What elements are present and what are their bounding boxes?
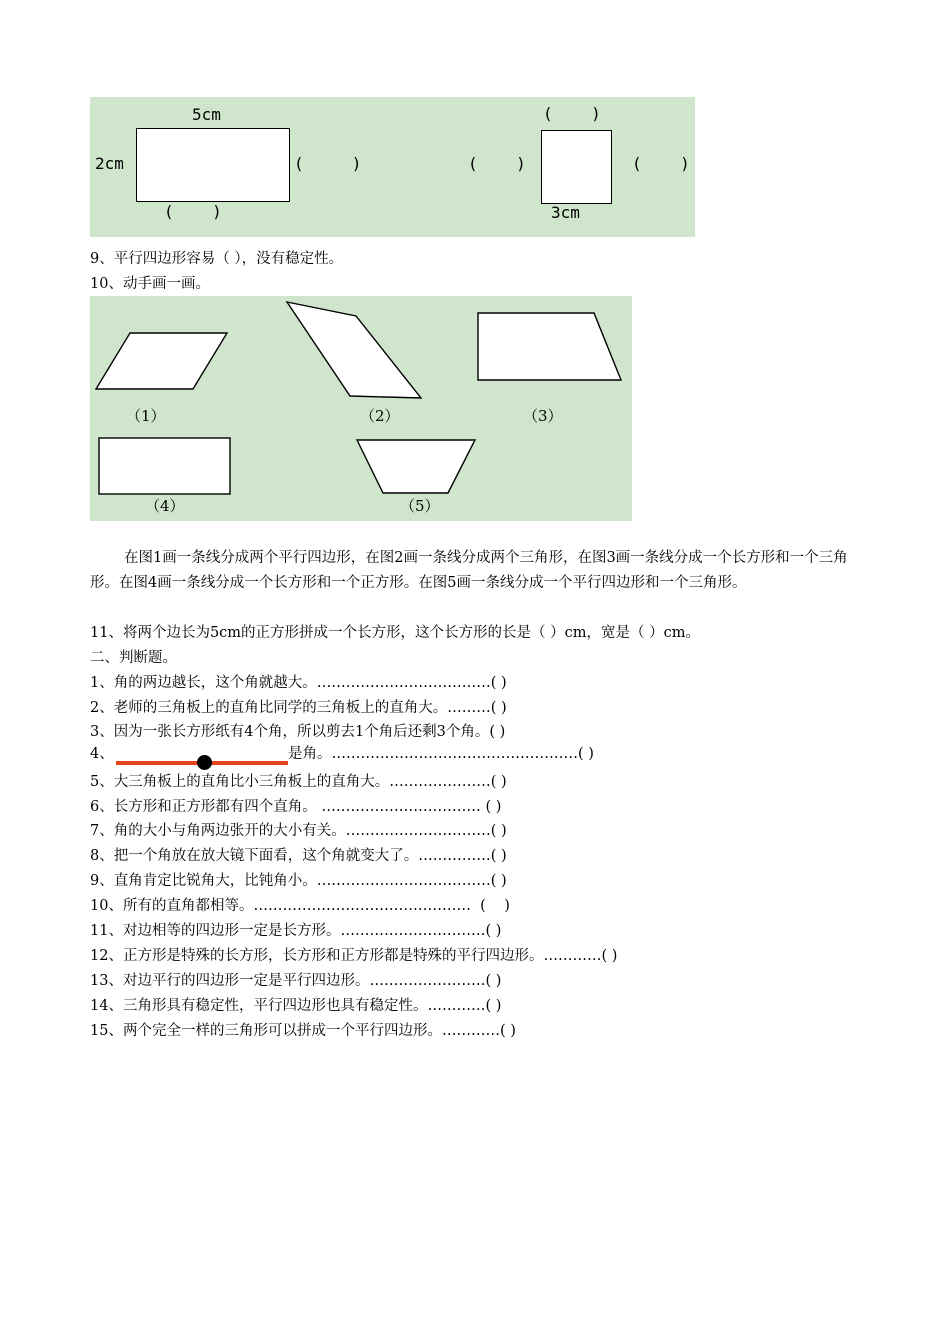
parallelogram-2 [287, 302, 421, 398]
judge-item-11: 11、对边相等的四边形一定是长方形。…………………………( ) [90, 923, 502, 939]
judge-item-2: 2、老师的三角板上的直角比同学的三角板上的直角大。………( ) [90, 700, 507, 716]
judge-item-4-number: 4、 [90, 746, 114, 762]
figure1-panel [90, 97, 695, 237]
question-11: 11、将两个边长为5cm的正方形拼成一个长方形，这个长方形的长是（ ）cm，宽是（ ）cm。 [90, 625, 701, 641]
figure-label-1: （1） [126, 407, 166, 425]
question-9: 9、平行四边形容易（ ），没有稳定性。 [90, 251, 344, 267]
judge-item-5: 5、大三角板上的直角比小三角板上的直角大。…………………( ) [90, 774, 507, 790]
trapezoid-3 [478, 313, 621, 380]
rect-top-label: 5cm [192, 105, 221, 124]
figure2-panel [90, 296, 632, 521]
judge-item-8: 8、把一个角放在放大镜下面看，这个角就变大了。……………( ) [90, 848, 507, 864]
rect-bottom-blank: ( ) [164, 202, 222, 221]
parallelogram-1 [96, 333, 227, 389]
judge-item-9: 9、直角肯定比锐角大，比钝角小。………………………………( ) [90, 873, 507, 889]
square-shape [541, 130, 612, 204]
judge-item-1: 1、角的两边越长，这个角就越大。………………………………( ) [90, 675, 507, 691]
question-10-instruction: 在图1画一条线分成两个平行四边形，在图2画一条线分成两个三角形，在图3画一条线分成一个长方形和一个三角形。在图4画一条线分成一个长方形和一个正方形。在图5画一条线分成一个平行四边形和一个三角形。 [90, 550, 848, 591]
square-left-blank: ( ) [468, 154, 526, 173]
judge-item-3: 3、因为一张长方形纸有4个角，所以剪去1个角后还剩3个角。( ) [90, 724, 506, 740]
judge-item-7: 7、角的大小与角两边张开的大小有关。…………………………( ) [90, 823, 507, 839]
figure-label-4: （4） [145, 497, 185, 515]
figure-label-3: （3） [523, 407, 563, 425]
rectangle-4 [99, 438, 230, 494]
rect-right-blank: ( ) [294, 154, 362, 173]
square-top-blank: ( ) [543, 104, 601, 123]
judge-item-12: 12、正方形是特殊的长方形，长方形和正方形都是特殊的平行四边形。…………( ) [90, 948, 618, 964]
ray-figure [114, 752, 290, 772]
judge-item-13: 13、对边平行的四边形一定是平行四边形。……………………( ) [90, 973, 502, 989]
trapezoid-5 [357, 440, 475, 493]
ray-vertex-dot [197, 755, 212, 770]
rectangle-shape [136, 128, 290, 202]
figure-label-2: （2） [360, 407, 400, 425]
square-bottom-label: 3cm [551, 203, 580, 222]
judge-item-14: 14、三角形具有稳定性，平行四边形也具有稳定性。…………( ) [90, 998, 502, 1014]
rect-left-label: 2cm [95, 154, 124, 173]
section-2-title: 二、判断题。 [90, 650, 177, 666]
judge-item-6: 6、长方形和正方形都有四个直角。 …………………………… ( ) [90, 799, 502, 815]
judge-item-4 [90, 744, 114, 764]
question-10: 10、动手画一画。 [90, 276, 210, 292]
judge-item-4-suffix: 是角。……………………………………………( ) [288, 746, 594, 762]
square-right-blank: ( ) [632, 154, 690, 173]
judge-item-10: 10、所有的直角都相等。……………………………………… ( ) [90, 898, 510, 914]
figure-label-5: （5） [400, 497, 440, 515]
judge-item-15: 15、两个完全一样的三角形可以拼成一个平行四边形。…………( ) [90, 1023, 516, 1039]
